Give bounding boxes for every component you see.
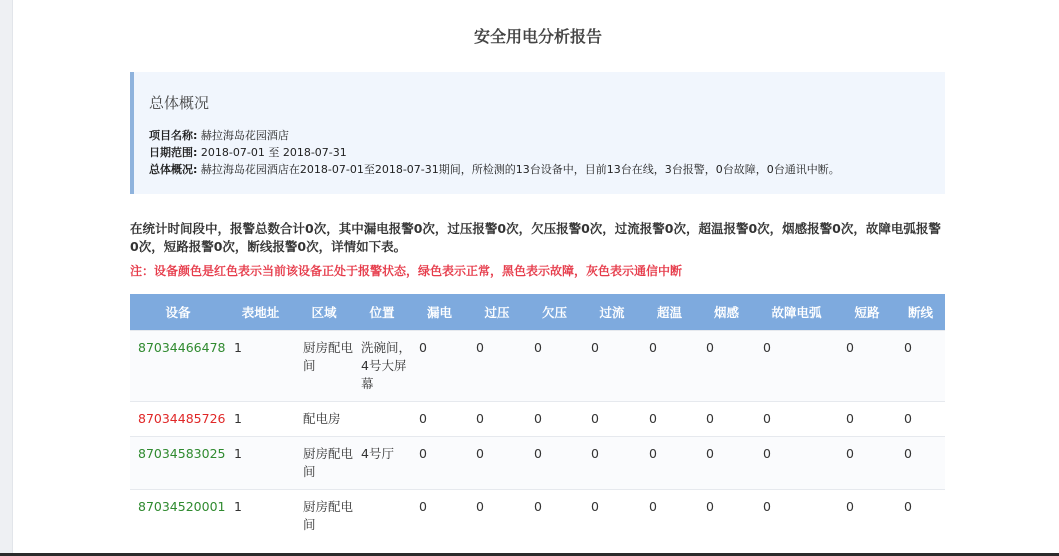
cell-address: 1 bbox=[226, 330, 295, 401]
overview-project-value: 赫拉海岛花园酒店 bbox=[200, 129, 289, 142]
cell-smoke: 0 bbox=[698, 401, 755, 436]
cell-leakage: 0 bbox=[411, 401, 468, 436]
alarm-summary-text: 在统计时间段中，报警总数合计0次，其中漏电报警0次，过压报警0次，欠压报警0次，过流报警0次，超温报警0次，烟感报警0次，故障电弧报警0次，短路报警0次，断线报警0次，详情如下表。 bbox=[130, 221, 941, 254]
cell-smoke: 0 bbox=[698, 436, 755, 489]
cell-location bbox=[353, 489, 411, 542]
overview-project-key: 项目名称: bbox=[149, 129, 198, 142]
column-header-overtemp: 超温 bbox=[656, 304, 682, 320]
column-header-short-circuit: 短路 bbox=[854, 304, 880, 320]
cell-arc-fault: 0 bbox=[755, 401, 838, 436]
cell-undervoltage: 0 bbox=[526, 330, 583, 401]
overview-date-key: 日期范围: bbox=[149, 146, 198, 159]
cell-overtemp: 0 bbox=[641, 401, 698, 436]
cell-address: 1 bbox=[226, 436, 295, 489]
column-header-undervoltage: 欠压 bbox=[541, 304, 567, 320]
cell-undervoltage: 0 bbox=[526, 436, 583, 489]
cell-overvoltage: 0 bbox=[468, 401, 526, 436]
column-header-smoke: 烟感 bbox=[713, 304, 739, 320]
cell-arc-fault: 0 bbox=[755, 436, 838, 489]
cell-overcurrent: 0 bbox=[583, 489, 641, 542]
cell-leakage: 0 bbox=[411, 489, 468, 542]
color-legend-note: 注：设备颜色是红色表示当前该设备正处于报警状态，绿色表示正常，黑色表示故障，灰色表示通信中断 bbox=[130, 264, 683, 278]
cell-disconnect: 0 bbox=[896, 489, 945, 542]
cell-smoke: 0 bbox=[698, 330, 755, 401]
table-row bbox=[130, 489, 945, 542]
table-row bbox=[130, 401, 945, 436]
cell-area: 厨房配电间 bbox=[295, 436, 353, 489]
cell-overtemp: 0 bbox=[641, 330, 698, 401]
page-title: 安全用电分析报告 bbox=[473, 27, 602, 46]
cell-device[interactable]: 87034520001 bbox=[130, 489, 226, 542]
column-header-device: 设备 bbox=[165, 304, 191, 320]
column-header-overcurrent: 过流 bbox=[599, 304, 625, 320]
cell-overcurrent: 0 bbox=[583, 436, 641, 489]
overview-panel bbox=[130, 72, 945, 194]
cell-area: 配电房 bbox=[295, 401, 353, 436]
cell-overtemp: 0 bbox=[641, 436, 698, 489]
table-header-row bbox=[130, 294, 945, 330]
cell-undervoltage: 0 bbox=[526, 401, 583, 436]
overview-summary-row bbox=[149, 161, 945, 178]
cell-disconnect: 0 bbox=[896, 401, 945, 436]
cell-disconnect: 0 bbox=[896, 436, 945, 489]
column-header-address: 表地址 bbox=[241, 304, 280, 320]
overview-date-value: 2018-07-01 至 2018-07-31 bbox=[200, 146, 347, 159]
column-header-leakage: 漏电 bbox=[426, 304, 452, 320]
cell-location bbox=[353, 401, 411, 436]
cell-short-circuit: 0 bbox=[838, 489, 896, 542]
table-row bbox=[130, 330, 945, 401]
overview-summary-value: 赫拉海岛花园酒店在2018-07-01至2018-07-31期间，所检测的13台设备中，目前13台在线，3台报警，0台故障，0台通讯中断。 bbox=[200, 163, 840, 176]
cell-disconnect: 0 bbox=[896, 330, 945, 401]
column-header-location: 位置 bbox=[369, 304, 395, 320]
cell-device[interactable]: 87034466478 bbox=[130, 330, 226, 401]
cell-overtemp: 0 bbox=[641, 489, 698, 542]
cell-short-circuit: 0 bbox=[838, 436, 896, 489]
cell-device[interactable]: 87034485726 bbox=[130, 401, 226, 436]
column-header-overvoltage: 过压 bbox=[484, 304, 510, 320]
cell-overcurrent: 0 bbox=[583, 401, 641, 436]
column-header-disconnect: 断线 bbox=[907, 304, 933, 320]
cell-area: 厨房配电间 bbox=[295, 489, 353, 542]
overview-project-row bbox=[149, 127, 945, 144]
cell-area: 厨房配电间 bbox=[295, 330, 353, 401]
overview-summary-key: 总体概况: bbox=[149, 163, 198, 176]
cell-arc-fault: 0 bbox=[755, 489, 838, 542]
cell-location: 洗碗间，4号大屏幕 bbox=[353, 330, 411, 401]
cell-device[interactable]: 87034583025 bbox=[130, 436, 226, 489]
cell-undervoltage: 0 bbox=[526, 489, 583, 542]
left-gutter bbox=[0, 0, 13, 556]
overview-date-row bbox=[149, 144, 945, 161]
cell-overvoltage: 0 bbox=[468, 330, 526, 401]
cell-address: 1 bbox=[226, 401, 295, 436]
cell-address: 1 bbox=[226, 489, 295, 542]
cell-smoke: 0 bbox=[698, 489, 755, 542]
cell-location: 4号厅 bbox=[353, 436, 411, 489]
table-row bbox=[130, 436, 945, 489]
column-header-area: 区域 bbox=[311, 304, 337, 320]
cell-overvoltage: 0 bbox=[468, 489, 526, 542]
cell-overvoltage: 0 bbox=[468, 436, 526, 489]
device-table bbox=[130, 294, 945, 542]
column-header-arc-fault: 故障电弧 bbox=[771, 304, 822, 320]
overview-heading: 总体概况 bbox=[149, 94, 210, 112]
cell-short-circuit: 0 bbox=[838, 330, 896, 401]
cell-leakage: 0 bbox=[411, 330, 468, 401]
cell-overcurrent: 0 bbox=[583, 330, 641, 401]
cell-short-circuit: 0 bbox=[838, 401, 896, 436]
cell-arc-fault: 0 bbox=[755, 330, 838, 401]
cell-leakage: 0 bbox=[411, 436, 468, 489]
